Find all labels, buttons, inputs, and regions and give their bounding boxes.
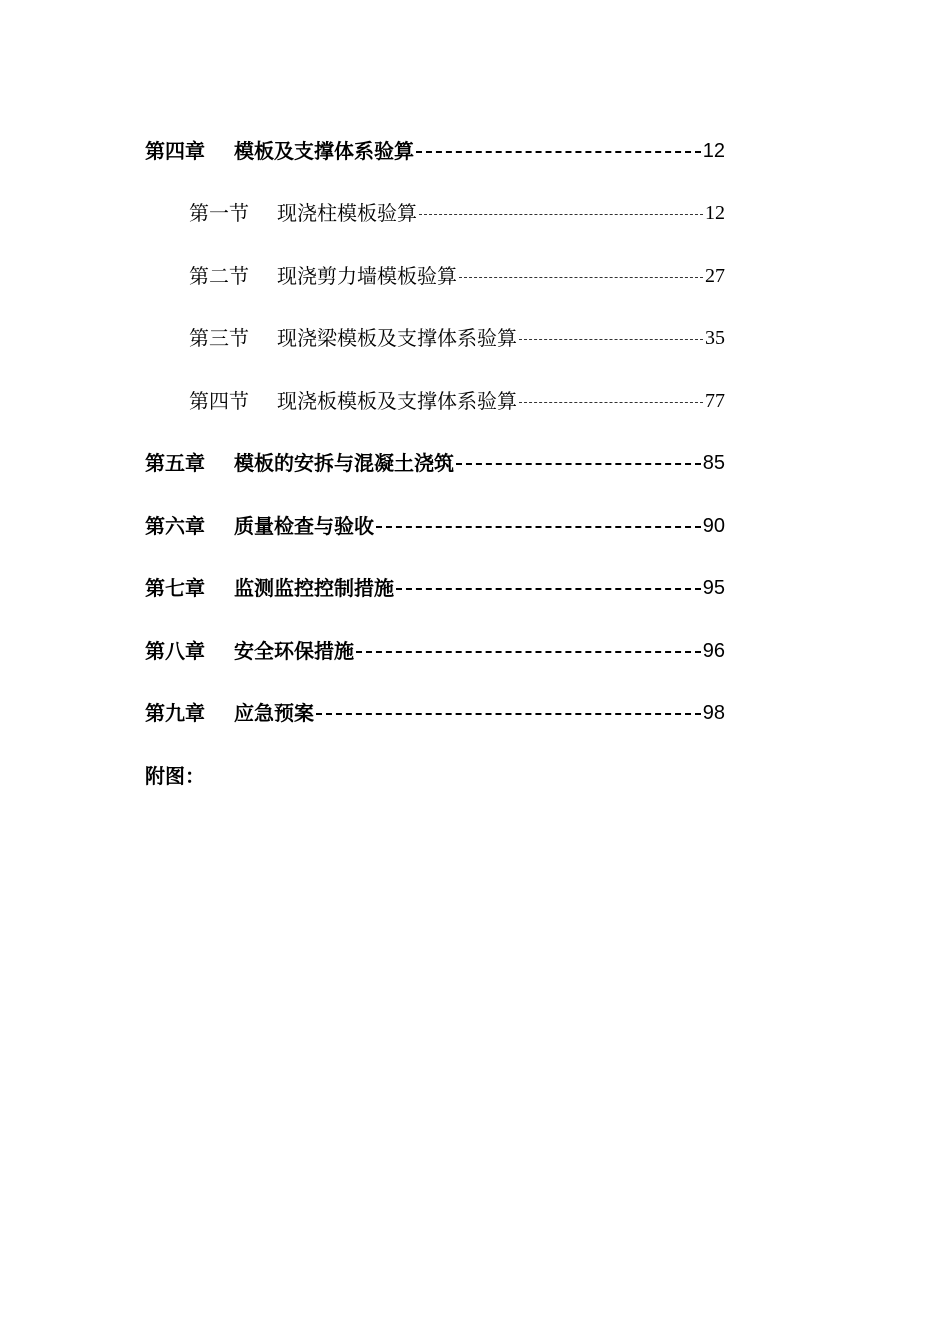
toc-entry-title: 应急预案 <box>234 701 314 725</box>
toc-entry-title: 模板及支撑体系验算 <box>234 139 414 163</box>
toc-leader-line <box>356 651 701 653</box>
toc-entry-title: 现浇柱模板验算 <box>277 201 417 225</box>
toc-entry-chapter-5[interactable] <box>145 448 725 478</box>
toc-entry-number: 第一节 <box>189 201 249 225</box>
toc-entry-section-4-4[interactable] <box>189 386 725 416</box>
toc-leader-line <box>396 588 701 590</box>
toc-entry-title: 现浇剪力墙模板验算 <box>277 264 457 288</box>
toc-entry-number: 第九章 <box>145 701 205 725</box>
toc-entry-title: 模板的安拆与混凝土浇筑 <box>234 451 454 475</box>
toc-entry-chapter-7[interactable] <box>145 573 725 603</box>
toc-leader-line <box>456 463 701 465</box>
toc-entry-page: 12 <box>705 202 725 224</box>
toc-entry-page: 85 <box>702 452 725 474</box>
toc-leader-line <box>316 713 701 715</box>
toc-entry-page: 27 <box>705 265 725 287</box>
toc-entry-section-4-3[interactable] <box>189 323 725 353</box>
toc-entry-chapter-9[interactable] <box>145 698 725 728</box>
toc-entry-title: 现浇梁模板及支撑体系验算 <box>277 326 517 350</box>
toc-leader-line <box>376 526 701 528</box>
toc-entry-page: 96 <box>702 640 725 662</box>
toc-entry-number: 第三节 <box>189 326 249 350</box>
toc-leader-line <box>416 151 701 153</box>
toc-entry-page: 12 <box>702 140 725 162</box>
toc-entry-number: 第二节 <box>189 264 249 288</box>
toc-entry-chapter-4[interactable] <box>145 136 725 166</box>
toc-entry-page: 35 <box>705 327 725 349</box>
toc-entry-number: 第六章 <box>145 514 205 538</box>
toc-entry-number: 第七章 <box>145 576 205 600</box>
toc-entry-page: 98 <box>702 702 725 724</box>
toc-entry-title: 现浇板模板及支撑体系验算 <box>277 389 517 413</box>
toc-leader-line <box>519 402 703 403</box>
toc-entry-page: 77 <box>705 390 725 412</box>
toc-entry-chapter-6[interactable] <box>145 511 725 541</box>
toc-entry-title: 质量检查与验收 <box>234 514 374 538</box>
toc-leader-line <box>519 339 703 340</box>
toc-entry-title: 监测监控控制措施 <box>234 576 394 600</box>
toc-leader-line <box>459 277 703 278</box>
toc-entry-number: 第四节 <box>189 389 249 413</box>
toc-entry-number: 第八章 <box>145 639 205 663</box>
toc-leader-line <box>419 214 703 215</box>
appendix-heading: 附图： <box>145 764 205 788</box>
toc-entry-section-4-1[interactable] <box>189 198 725 228</box>
toc-entry-page: 90 <box>702 515 725 537</box>
toc-entry-chapter-8[interactable] <box>145 636 725 666</box>
toc-entry-number: 第四章 <box>145 139 205 163</box>
toc-entry-section-4-2[interactable] <box>189 261 725 291</box>
toc-entry-page: 95 <box>702 577 725 599</box>
toc-entry-title: 安全环保措施 <box>234 639 354 663</box>
toc-entry-number: 第五章 <box>145 451 205 475</box>
